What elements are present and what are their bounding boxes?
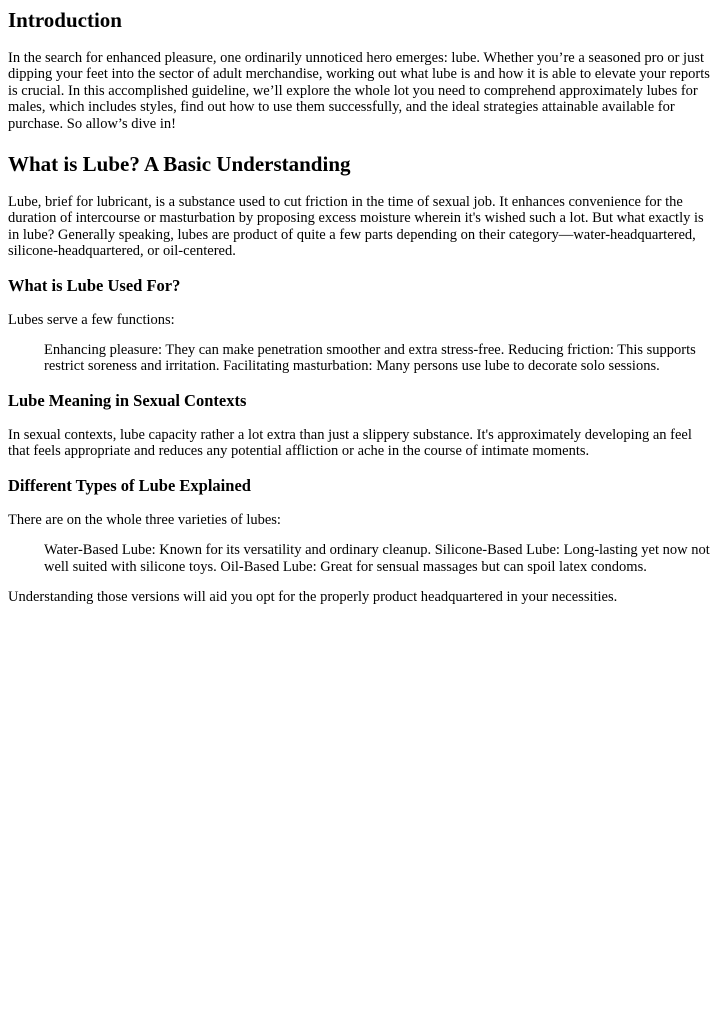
intro-heading: Introduction <box>8 8 122 32</box>
types-quote: Water-Based Lube: Known for its versatility and ordinary cleanup. Silicone-Based Lube: Long-lasting yet now not well suited with silicone toys. Oil-Based Lube: Great for sensual massages but can spoil latex condoms. <box>44 542 710 575</box>
types-intro: There are on the whole three varieties of lubes: <box>8 511 281 528</box>
used-for-heading: What is Lube Used For? <box>8 275 181 295</box>
what-is-paragraph: Lube, brief for lubricant, is a substance used to cut friction in the time of sexual job. It enhances convenience for the duration of intercourse or masturbation by proposing excess moisture wherein it's wished such a lot. But what exactly is in lube? Generally speaking, lubes are product of quite a few parts depending on their category—water-headquartered, silicone-headquartered, or oil-centered. <box>8 194 704 260</box>
used-for-intro: Lubes serve a few functions: <box>8 311 175 328</box>
used-for-quote: Enhancing pleasure: They can make penetration smoother and extra stress-free. Reducing friction: This supports restrict soreness and irritation. Facilitating masturbation: Many persons use lube to decorate solo sessions. <box>44 342 696 375</box>
meaning-heading: Lube Meaning in Sexual Contexts <box>8 390 247 410</box>
types-closing: Understanding those versions will aid you opt for the properly product headquartered in your necessities. <box>8 588 618 605</box>
types-heading: Different Types of Lube Explained <box>8 475 251 495</box>
what-is-heading: What is Lube? A Basic Understanding <box>8 152 351 177</box>
article <box>0 8 720 605</box>
meaning-paragraph: In sexual contexts, lube capacity rather a lot extra than just a slippery substance. It's approximately developing an feel that feels appropriate and reduces any potential affliction or ache in the course of intimate moments. <box>8 426 692 460</box>
intro-paragraph: In the search for enhanced pleasure, one ordinarily unnoticed hero emerges: lube. Whether you’re a seasoned pro or just dipping your feet into the sector of adult merchandise, working out what lube is and how it is able to elevate your reports is crucial. In this accomplished guideline, we’ll explore the whole lot you need to comprehend approximately lubes for males, which includes styles, find out how to use them successfully, and the ideal strategies attainable available for purchase. So allow’s dive in! <box>8 50 710 132</box>
